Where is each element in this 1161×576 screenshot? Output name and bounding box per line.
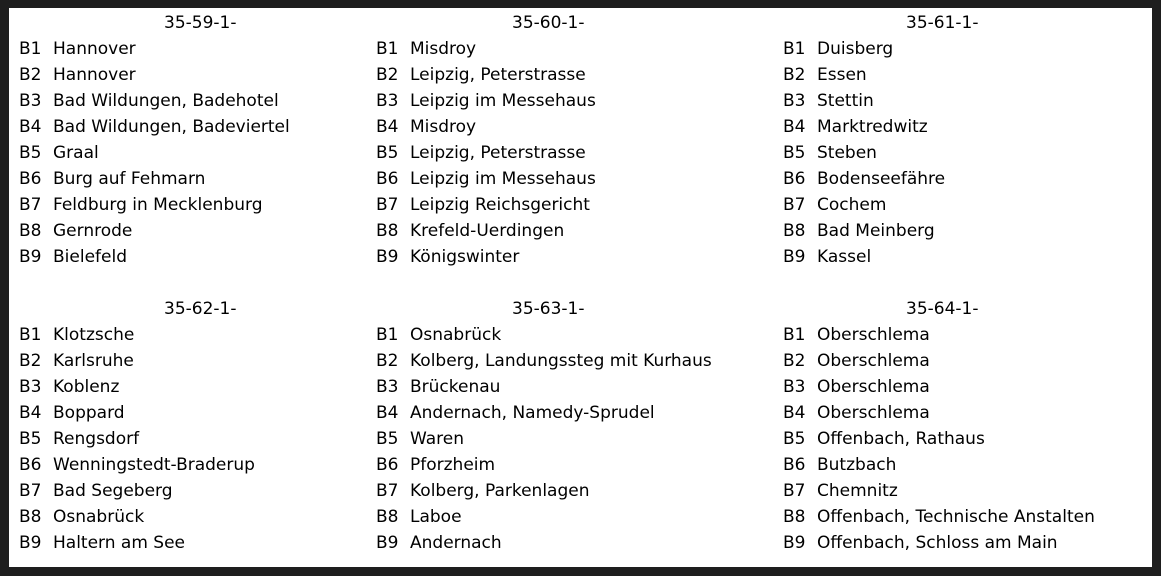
- item-code: B2: [19, 351, 42, 371]
- item-code: B2: [376, 65, 399, 85]
- item-place: Leipzig Reichsgericht: [410, 195, 590, 215]
- item-place: Stettin: [817, 91, 874, 111]
- item-code: B1: [19, 39, 42, 59]
- list-item: [376, 400, 756, 426]
- list-item: [376, 322, 756, 348]
- list-item: [19, 88, 399, 114]
- list-item: [19, 322, 399, 348]
- list-item: [783, 36, 1161, 62]
- list-item: [376, 192, 756, 218]
- item-place: Leipzig im Messehaus: [410, 91, 596, 111]
- item-place: Essen: [817, 65, 867, 85]
- list-item: [376, 504, 756, 530]
- list-item: [19, 426, 399, 452]
- item-code: B1: [783, 325, 806, 345]
- item-code: B6: [376, 455, 399, 475]
- item-place: Königswinter: [410, 247, 520, 267]
- location-group: [783, 296, 1161, 556]
- item-code: B4: [783, 403, 806, 423]
- list-item: [376, 218, 756, 244]
- list-item: [783, 504, 1161, 530]
- item-place: Wenningstedt-Braderup: [53, 455, 255, 475]
- item-code: B9: [376, 533, 399, 553]
- item-code: B9: [19, 247, 42, 267]
- list-item: [376, 62, 756, 88]
- item-code: B1: [19, 325, 42, 345]
- item-code: B6: [19, 169, 42, 189]
- item-place: Kolberg, Parkenlagen: [410, 481, 590, 501]
- list-item: [19, 166, 399, 192]
- item-place: Kolberg, Landungssteg mit Kurhaus: [410, 351, 712, 371]
- list-item: [783, 192, 1161, 218]
- item-code: B8: [783, 507, 806, 527]
- list-item: [376, 348, 756, 374]
- item-place: Cochem: [817, 195, 887, 215]
- group-title: 35-61-1-: [906, 13, 979, 33]
- list-item: [19, 244, 399, 270]
- list-item: [783, 166, 1161, 192]
- item-code: B4: [783, 117, 806, 137]
- item-place: Hannover: [53, 39, 136, 59]
- location-group: [19, 296, 399, 556]
- item-code: B5: [783, 143, 806, 163]
- item-place: Bodenseefähre: [817, 169, 946, 189]
- item-code: B7: [783, 195, 806, 215]
- item-place: Osnabrück: [410, 325, 502, 345]
- group-title: 35-62-1-: [164, 299, 237, 319]
- item-place: Bad Segeberg: [53, 481, 173, 501]
- item-place: Gernrode: [53, 221, 133, 241]
- item-code: B9: [783, 533, 806, 553]
- list-item: [376, 426, 756, 452]
- item-code: B5: [19, 429, 42, 449]
- item-place: Oberschlema: [817, 351, 930, 371]
- list-item: [19, 478, 399, 504]
- location-group: [19, 10, 399, 270]
- item-code: B8: [783, 221, 806, 241]
- item-code: B8: [19, 221, 42, 241]
- item-code: B8: [376, 507, 399, 527]
- item-code: B6: [783, 169, 806, 189]
- item-place: Oberschlema: [817, 325, 930, 345]
- list-item: [783, 426, 1161, 452]
- item-place: Oberschlema: [817, 377, 930, 397]
- item-code: B2: [19, 65, 42, 85]
- list-item: [783, 244, 1161, 270]
- item-place: Laboe: [410, 507, 462, 527]
- item-code: B4: [19, 403, 42, 423]
- item-place: Marktredwitz: [817, 117, 928, 137]
- item-code: B3: [783, 91, 806, 111]
- list-item: [376, 478, 756, 504]
- item-place: Graal: [53, 143, 99, 163]
- list-item: [783, 62, 1161, 88]
- list-item: [19, 140, 399, 166]
- list-item: [783, 452, 1161, 478]
- item-code: B3: [376, 91, 399, 111]
- item-code: B5: [19, 143, 42, 163]
- list-item: [376, 244, 756, 270]
- group-title: 35-64-1-: [906, 299, 979, 319]
- item-place: Waren: [410, 429, 464, 449]
- group-title: 35-59-1-: [164, 13, 237, 33]
- group-title: 35-60-1-: [512, 13, 585, 33]
- list-item: [783, 88, 1161, 114]
- list-item: [376, 36, 756, 62]
- item-place: Bad Wildungen, Badehotel: [53, 91, 279, 111]
- item-place: Krefeld-Uerdingen: [410, 221, 565, 241]
- item-place: Andernach, Namedy-Sprudel: [410, 403, 655, 423]
- list-item: [19, 374, 399, 400]
- item-place: Klotzsche: [53, 325, 135, 345]
- item-code: B1: [376, 39, 399, 59]
- item-place: Osnabrück: [53, 507, 145, 527]
- list-item: [783, 140, 1161, 166]
- item-place: Misdroy: [410, 39, 477, 59]
- item-place: Rengsdorf: [53, 429, 140, 449]
- item-code: B2: [783, 65, 806, 85]
- list-item: [783, 348, 1161, 374]
- list-item: [783, 322, 1161, 348]
- item-code: B3: [19, 91, 42, 111]
- item-place: Leipzig, Peterstrasse: [410, 65, 586, 85]
- item-code: B7: [783, 481, 806, 501]
- item-code: B7: [376, 195, 399, 215]
- group-title: 35-63-1-: [512, 299, 585, 319]
- item-place: Oberschlema: [817, 403, 930, 423]
- item-place: Hannover: [53, 65, 136, 85]
- list-item: [376, 114, 756, 140]
- item-place: Boppard: [53, 403, 125, 423]
- item-place: Leipzig im Messehaus: [410, 169, 596, 189]
- item-place: Koblenz: [53, 377, 120, 397]
- list-item: [19, 114, 399, 140]
- item-code: B9: [783, 247, 806, 267]
- item-code: B9: [376, 247, 399, 267]
- list-item: [376, 166, 756, 192]
- item-place: Bielefeld: [53, 247, 127, 267]
- list-item: [783, 114, 1161, 140]
- item-place: Brückenau: [410, 377, 501, 397]
- item-place: Andernach: [410, 533, 502, 553]
- location-group: [376, 10, 756, 270]
- item-code: B3: [19, 377, 42, 397]
- item-place: Pforzheim: [410, 455, 496, 475]
- list-item: [19, 530, 399, 556]
- item-code: B3: [783, 377, 806, 397]
- item-place: Bad Wildungen, Badeviertel: [53, 117, 290, 137]
- list-item: [376, 140, 756, 166]
- item-code: B1: [783, 39, 806, 59]
- location-group: [783, 10, 1161, 270]
- list-item: [19, 192, 399, 218]
- item-place: Misdroy: [410, 117, 477, 137]
- item-code: B2: [376, 351, 399, 371]
- list-item: [19, 348, 399, 374]
- list-item: [783, 478, 1161, 504]
- item-code: B9: [19, 533, 42, 553]
- item-code: B4: [376, 117, 399, 137]
- item-code: B1: [376, 325, 399, 345]
- item-place: Butzbach: [817, 455, 897, 475]
- item-place: Offenbach, Schloss am Main: [817, 533, 1058, 553]
- item-place: Chemnitz: [817, 481, 898, 501]
- item-code: B6: [376, 169, 399, 189]
- item-code: B5: [376, 429, 399, 449]
- list-item: [19, 452, 399, 478]
- item-place: Burg auf Fehmarn: [53, 169, 206, 189]
- item-code: B7: [19, 195, 42, 215]
- list-item: [783, 218, 1161, 244]
- list-item: [19, 36, 399, 62]
- item-code: B7: [19, 481, 42, 501]
- item-code: B6: [19, 455, 42, 475]
- list-item: [19, 218, 399, 244]
- list-item: [376, 88, 756, 114]
- item-place: Bad Meinberg: [817, 221, 935, 241]
- item-code: B8: [19, 507, 42, 527]
- location-group: [376, 296, 756, 556]
- item-place: Leipzig, Peterstrasse: [410, 143, 586, 163]
- list-item: [19, 62, 399, 88]
- document-sheet: [9, 8, 1152, 567]
- item-code: B2: [783, 351, 806, 371]
- item-code: B3: [376, 377, 399, 397]
- list-item: [783, 374, 1161, 400]
- item-code: B4: [376, 403, 399, 423]
- list-item: [19, 504, 399, 530]
- item-code: B7: [376, 481, 399, 501]
- item-place: Offenbach, Rathaus: [817, 429, 985, 449]
- item-place: Feldburg in Mecklenburg: [53, 195, 263, 215]
- item-code: B4: [19, 117, 42, 137]
- item-place: Duisberg: [817, 39, 894, 59]
- item-place: Haltern am See: [53, 533, 186, 553]
- list-item: [783, 530, 1161, 556]
- list-item: [783, 400, 1161, 426]
- item-place: Karlsruhe: [53, 351, 134, 371]
- item-code: B8: [376, 221, 399, 241]
- item-place: Offenbach, Technische Anstalten: [817, 507, 1095, 527]
- item-place: Kassel: [817, 247, 872, 267]
- list-item: [376, 374, 756, 400]
- list-item: [19, 400, 399, 426]
- item-code: B6: [783, 455, 806, 475]
- list-item: [376, 530, 756, 556]
- list-item: [376, 452, 756, 478]
- item-code: B5: [783, 429, 806, 449]
- item-code: B5: [376, 143, 399, 163]
- item-place: Steben: [817, 143, 877, 163]
